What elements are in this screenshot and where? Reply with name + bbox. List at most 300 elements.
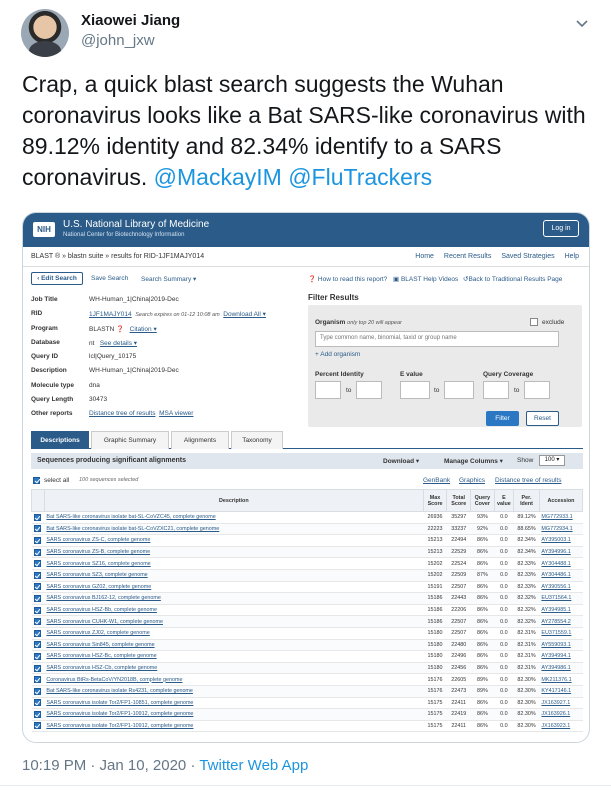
row-total-score: 35297 xyxy=(447,512,471,524)
avatar[interactable] xyxy=(21,9,69,57)
row-max-score: 15180 xyxy=(423,639,447,651)
col-checkbox xyxy=(32,490,45,512)
meta-row-length xyxy=(31,393,306,407)
row-total-score: 22206 xyxy=(447,604,471,616)
row-per-ident: 82.30% xyxy=(514,685,540,697)
meta-val: WH-Human_1|China|2019-Dec xyxy=(89,367,179,375)
table-row xyxy=(32,593,583,605)
row-evalue: 0.0 xyxy=(494,709,513,721)
sequences-title: Sequences producing significant alignments xyxy=(37,457,186,464)
row-checkbox[interactable] xyxy=(34,688,41,695)
row-evalue: 0.0 xyxy=(494,581,513,593)
row-total-score: 22411 xyxy=(447,720,471,732)
meta-val: WH-Human_1|China|2019-Dec xyxy=(89,296,179,303)
row-checkbox-cell xyxy=(32,593,45,605)
genbank-link[interactable]: GenBank xyxy=(423,477,451,484)
row-per-ident: 82.32% xyxy=(514,593,540,605)
query-coverage-label: Query Coverage xyxy=(483,371,534,378)
row-checkbox-cell xyxy=(32,639,45,651)
reset-button[interactable]: Reset xyxy=(526,411,559,426)
row-query-cover: 86% xyxy=(471,593,495,605)
table-row xyxy=(32,709,583,721)
nlm-title: U.S. National Library of Medicine xyxy=(63,219,210,230)
row-total-score: 22411 xyxy=(447,697,471,709)
row-query-cover: 86% xyxy=(471,720,495,732)
table-row xyxy=(32,674,583,686)
sequences-header xyxy=(31,453,583,469)
row-accession[interactable]: MK211376.1 xyxy=(539,674,582,686)
row-per-ident: 89.12% xyxy=(514,512,540,524)
filter-panel xyxy=(308,293,582,422)
meta-val xyxy=(89,410,193,417)
download-dropdown[interactable]: Download ▾ xyxy=(383,458,420,465)
row-total-score: 22507 xyxy=(447,627,471,639)
row-max-score: 15186 xyxy=(423,616,447,628)
row-accession[interactable]: KY417146.1 xyxy=(539,685,582,697)
database-value: nt xyxy=(89,339,95,347)
row-description[interactable]: SARS coronavirus isolate Tor2/FP1-10912, complete genome xyxy=(44,709,423,721)
table-row xyxy=(32,685,583,697)
row-checkbox-cell xyxy=(32,523,45,535)
meta-row-query-id xyxy=(31,350,306,364)
to-label: to xyxy=(434,387,440,394)
table-row xyxy=(32,627,583,639)
row-max-score: 15202 xyxy=(423,558,447,570)
program-value: BLASTN xyxy=(89,325,115,333)
row-query-cover: 86% xyxy=(471,651,495,663)
expiry-note: Search expires on 01-12 10:08 am xyxy=(135,312,220,319)
meta-key: Query Length xyxy=(31,396,74,404)
row-accession[interactable]: AY394985.1 xyxy=(539,604,582,616)
row-query-cover: 86% xyxy=(471,558,495,570)
row-accession[interactable]: AY394986.1 xyxy=(539,662,582,674)
help-videos-link[interactable] xyxy=(393,275,458,283)
qc-min-input[interactable] xyxy=(483,381,509,399)
row-accession[interactable]: AY278554.2 xyxy=(539,616,582,628)
table-row xyxy=(32,569,583,581)
row-max-score: 15176 xyxy=(423,674,447,686)
show-label: Show xyxy=(517,457,534,464)
row-description[interactable]: SARS coronavirus GZ02, complete genome xyxy=(44,581,423,593)
divider xyxy=(0,785,611,786)
meta-row-molecule xyxy=(31,379,306,393)
rid-link[interactable]: 1JF1MAJY014 xyxy=(89,311,132,319)
meta-key: RID xyxy=(31,310,43,318)
table-row xyxy=(32,512,583,524)
row-per-ident: 82.30% xyxy=(514,697,540,709)
filter-button[interactable]: Filter xyxy=(486,411,519,426)
row-accession[interactable]: AY304488.1 xyxy=(539,558,582,570)
row-max-score: 26936 xyxy=(423,512,447,524)
row-total-score: 22473 xyxy=(447,685,471,697)
ncbi-header xyxy=(23,213,589,247)
row-checkbox-cell xyxy=(32,581,45,593)
row-accession[interactable]: EU371559.1 xyxy=(539,627,582,639)
row-checkbox-cell xyxy=(32,535,45,547)
row-checkbox[interactable] xyxy=(34,722,41,729)
row-per-ident: 82.31% xyxy=(514,662,540,674)
help-link[interactable]: Help xyxy=(564,253,579,260)
row-checkbox[interactable] xyxy=(34,595,41,602)
results-tabs xyxy=(31,431,583,449)
col-description[interactable]: Description xyxy=(44,490,423,512)
mention-mackayim[interactable]: @MackayIM xyxy=(153,164,282,190)
meta-val xyxy=(89,325,157,333)
saved-strategies-link[interactable]: Saved Strategies xyxy=(501,253,555,260)
row-description[interactable]: SARS coronavirus isolate Tor2/FP1-10912, complete genome xyxy=(44,720,423,732)
meta-key: Other reports xyxy=(31,410,73,418)
row-checkbox[interactable] xyxy=(34,537,41,544)
tab-graphic-summary[interactable]: Graphic Summary xyxy=(91,431,169,449)
meta-key: Molecule type xyxy=(31,381,74,389)
pi-min-input[interactable] xyxy=(315,381,341,399)
distance-tree-link[interactable]: Distance tree of results xyxy=(89,410,156,418)
author-name[interactable]: Xiaowei Jiang xyxy=(81,12,181,29)
meta-row-rid xyxy=(31,307,306,321)
row-query-cover: 86% xyxy=(471,639,495,651)
meta-key: Job Title xyxy=(31,296,58,303)
row-description[interactable]: SARS coronavirus ZS-B, complete genome xyxy=(44,546,423,558)
filter-title: Filter Results xyxy=(308,293,359,302)
download-all-link[interactable]: Download All ▾ xyxy=(223,311,266,319)
row-max-score: 22223 xyxy=(423,523,447,535)
row-max-score: 15175 xyxy=(423,697,447,709)
table-row xyxy=(32,662,583,674)
row-accession[interactable]: JX163923.1 xyxy=(539,720,582,732)
row-evalue: 0.0 xyxy=(494,512,513,524)
row-query-cover: 92% xyxy=(471,523,495,535)
row-total-score: 22529 xyxy=(447,546,471,558)
row-per-ident: 82.31% xyxy=(514,651,540,663)
row-total-score: 22507 xyxy=(447,581,471,593)
col-query-cover[interactable]: Query Cover xyxy=(471,490,495,512)
row-max-score: 15175 xyxy=(423,709,447,721)
row-checkbox[interactable] xyxy=(34,618,41,625)
how-to-read-link[interactable] xyxy=(308,275,387,283)
row-description[interactable]: Coronavirus BtRs-BetaCoV/YN2018B, complete genome xyxy=(44,674,423,686)
row-description[interactable]: SARS coronavirus HSZ-Bb, complete genome xyxy=(44,604,423,616)
row-accession[interactable]: AY394996.1 xyxy=(539,546,582,558)
traditional-results-link[interactable] xyxy=(463,275,562,283)
row-max-score: 15191 xyxy=(423,581,447,593)
row-per-ident: 88.65% xyxy=(514,523,540,535)
row-checkbox[interactable] xyxy=(34,572,41,579)
meta-val xyxy=(89,310,266,318)
row-accession[interactable]: MG772933.1 xyxy=(539,512,582,524)
tab-taxonomy[interactable]: Taxonomy xyxy=(231,431,283,449)
row-accession[interactable]: AY395003.1 xyxy=(539,535,582,547)
row-total-score: 22443 xyxy=(447,593,471,605)
row-checkbox[interactable] xyxy=(34,641,41,648)
row-evalue: 0.0 xyxy=(494,569,513,581)
row-max-score: 15186 xyxy=(423,593,447,605)
tab-descriptions[interactable]: Descriptions xyxy=(31,431,89,449)
row-description[interactable]: Bat SARS-like coronavirus isolate bat-SL-CoVZC45, complete genome xyxy=(44,512,423,524)
row-per-ident: 82.33% xyxy=(514,558,540,570)
meta-val: lcl|Query_10175 xyxy=(89,353,137,361)
row-query-cover: 89% xyxy=(471,685,495,697)
row-max-score: 15213 xyxy=(423,535,447,547)
row-checkbox-cell xyxy=(32,546,45,558)
to-label: to xyxy=(514,387,520,394)
meta-val: 30473 xyxy=(89,396,108,404)
row-total-score: 22524 xyxy=(447,558,471,570)
home-link[interactable]: Home xyxy=(415,253,434,260)
job-meta xyxy=(31,293,306,422)
row-per-ident: 82.32% xyxy=(514,604,540,616)
row-per-ident: 82.30% xyxy=(514,720,540,732)
row-max-score: 15180 xyxy=(423,627,447,639)
row-per-ident: 82.34% xyxy=(514,535,540,547)
table-row xyxy=(32,720,583,732)
row-max-score: 15213 xyxy=(423,546,447,558)
row-checkbox[interactable] xyxy=(34,560,41,567)
save-search-link[interactable]: Save Search xyxy=(91,275,129,282)
pi-max-input[interactable] xyxy=(356,381,382,399)
meta-val: dna xyxy=(89,381,100,389)
row-total-score: 22480 xyxy=(447,639,471,651)
exclude-checkbox[interactable] xyxy=(530,318,538,326)
breadcrumb: BLAST ® » blastn suite » results for RID-1JF1MAJY014 xyxy=(31,253,205,260)
select-all-label: select all xyxy=(44,477,70,484)
table-row xyxy=(32,604,583,616)
meta-key: Query ID xyxy=(31,353,59,361)
row-checkbox-cell xyxy=(32,685,45,697)
row-checkbox[interactable] xyxy=(34,630,41,637)
help-videos-label: BLAST Help Videos xyxy=(400,276,459,283)
row-query-cover: 86% xyxy=(471,581,495,593)
meta-key: Database xyxy=(31,338,60,346)
distance-tree-link[interactable]: Distance tree of results xyxy=(495,477,562,484)
tab-alignments[interactable]: Alignments xyxy=(171,431,229,449)
row-evalue: 0.0 xyxy=(494,593,513,605)
row-accession[interactable]: EU371564.1 xyxy=(539,593,582,605)
row-checkbox[interactable] xyxy=(34,514,41,521)
chevron-down-icon[interactable] xyxy=(573,14,591,32)
row-checkbox-cell xyxy=(32,697,45,709)
table-row xyxy=(32,651,583,663)
row-total-score: 22509 xyxy=(447,569,471,581)
row-checkbox-cell xyxy=(32,662,45,674)
row-total-score: 22605 xyxy=(447,674,471,686)
table-row xyxy=(32,546,583,558)
results-table xyxy=(31,489,583,732)
organism-input[interactable]: Type common name, binomial, taxid or group name xyxy=(315,331,559,347)
row-checkbox-cell xyxy=(32,569,45,581)
how-to-read-label: How to read this report? xyxy=(317,276,388,283)
row-evalue: 0.0 xyxy=(494,639,513,651)
row-evalue: 0.0 xyxy=(494,697,513,709)
see-details-link[interactable]: See details ▾ xyxy=(99,339,138,347)
table-row xyxy=(32,535,583,547)
row-query-cover: 86% xyxy=(471,697,495,709)
video-icon: ▣ xyxy=(393,276,400,283)
timestamp-text[interactable]: 10:19 PM · Jan 10, 2020 · xyxy=(22,757,200,774)
row-description[interactable]: SARS coronavirus SZ3, complete genome xyxy=(44,569,423,581)
meta-row-reports xyxy=(31,407,306,421)
row-query-cover: 87% xyxy=(471,569,495,581)
row-query-cover: 86% xyxy=(471,604,495,616)
row-description[interactable]: SARS coronavirus CUHK-W1, complete genome xyxy=(44,616,423,628)
row-max-score: 15180 xyxy=(423,662,447,674)
row-checkbox[interactable] xyxy=(34,699,41,706)
col-per-ident[interactable]: Per. Ident xyxy=(514,490,540,512)
row-checkbox-cell xyxy=(32,604,45,616)
table-row xyxy=(32,558,583,570)
help-icon: ❓ xyxy=(308,276,317,283)
row-max-score: 15202 xyxy=(423,569,447,581)
organism-note: only top 20 will appear xyxy=(347,320,402,326)
row-per-ident: 82.33% xyxy=(514,569,540,581)
row-checkbox-cell xyxy=(32,674,45,686)
selected-count: 100 sequences selected xyxy=(79,477,139,483)
row-total-score: 33237 xyxy=(447,523,471,535)
meta-key: Program xyxy=(31,324,58,332)
row-accession[interactable]: AY390556.1 xyxy=(539,581,582,593)
row-checkbox-cell xyxy=(32,616,45,628)
row-evalue: 0.0 xyxy=(494,627,513,639)
row-evalue: 0.0 xyxy=(494,546,513,558)
row-description[interactable]: SARS coronavirus HSZ-Bc, complete genome xyxy=(44,651,423,663)
manage-columns-dropdown[interactable]: Manage Columns ▾ xyxy=(444,458,503,465)
row-total-score: 22456 xyxy=(447,662,471,674)
row-description[interactable]: SARS coronavirus Sin845, complete genome xyxy=(44,639,423,651)
citation-link[interactable]: Citation ▾ xyxy=(129,325,157,333)
author-handle[interactable]: @john_jxw xyxy=(81,32,155,49)
source-app-link[interactable]: Twitter Web App xyxy=(199,757,309,774)
traditional-results-label: Back to Traditional Results Page xyxy=(468,276,563,283)
ncbi-subtitle: National Center for Biotechnology Information xyxy=(63,232,185,238)
meta-key: Description xyxy=(31,367,67,375)
graphics-link[interactable]: Graphics xyxy=(459,477,486,484)
table-row xyxy=(32,523,583,535)
evalue-label: E value xyxy=(400,371,423,378)
row-checkbox[interactable] xyxy=(34,665,41,672)
row-checkbox[interactable] xyxy=(34,607,41,614)
row-evalue: 0.0 xyxy=(494,674,513,686)
row-checkbox-cell xyxy=(32,720,45,732)
row-accession[interactable]: AY394994.1 xyxy=(539,651,582,663)
top-links xyxy=(407,253,579,260)
filter-box xyxy=(308,305,582,427)
meta-row-program xyxy=(31,322,306,336)
table-row xyxy=(32,697,583,709)
row-evalue: 0.0 xyxy=(494,535,513,547)
row-description[interactable]: SARS coronavirus HSZ-Cb, complete genome xyxy=(44,662,423,674)
col-total-score[interactable]: Total Score xyxy=(447,490,471,512)
evalue-min-input[interactable] xyxy=(400,381,430,399)
login-button[interactable]: Log in xyxy=(543,220,579,237)
row-checkbox-cell xyxy=(32,512,45,524)
col-accession[interactable]: Accession xyxy=(539,490,582,512)
row-accession[interactable]: AY559093.1 xyxy=(539,639,582,651)
row-description[interactable]: SARS coronavirus ZJ02, complete genome xyxy=(44,627,423,639)
row-query-cover: 86% xyxy=(471,709,495,721)
row-accession[interactable]: JX163927.1 xyxy=(539,697,582,709)
to-label: to xyxy=(346,387,352,394)
row-evalue: 0.0 xyxy=(494,523,513,535)
row-checkbox[interactable] xyxy=(34,653,41,660)
row-total-score: 22494 xyxy=(447,535,471,547)
row-description[interactable]: SARS coronavirus isolate Tor2/FP1-10851, complete genome xyxy=(44,697,423,709)
attached-image[interactable] xyxy=(22,212,590,743)
col-max-score[interactable]: Max Score xyxy=(423,490,447,512)
meta-row-job-title xyxy=(31,293,306,307)
search-summary-link[interactable]: Search Summary ▾ xyxy=(141,276,197,283)
row-description[interactable]: SARS coronavirus SZ16, complete genome xyxy=(44,558,423,570)
row-query-cover: 86% xyxy=(471,662,495,674)
row-max-score: 15175 xyxy=(423,720,447,732)
back-icon: ↺ xyxy=(463,276,469,283)
row-query-cover: 86% xyxy=(471,616,495,628)
row-max-score: 15186 xyxy=(423,604,447,616)
row-checkbox-cell xyxy=(32,651,45,663)
row-evalue: 0.0 xyxy=(494,616,513,628)
tweet-text xyxy=(22,69,597,193)
row-description[interactable]: Bat SARS-like coronavirus isolate Rs4231, complete genome xyxy=(44,685,423,697)
recent-results-link[interactable]: Recent Results xyxy=(443,253,492,260)
row-checkbox-cell xyxy=(32,558,45,570)
row-query-cover: 89% xyxy=(471,674,495,686)
col-evalue[interactable]: E value xyxy=(494,490,513,512)
row-description[interactable]: Bat SARS-like coronavirus isolate bat-SL-CoVZXC21, complete genome xyxy=(44,523,423,535)
row-checkbox[interactable] xyxy=(34,711,41,718)
mention-flutrackers[interactable]: @FluTrackers xyxy=(288,164,433,190)
row-accession[interactable]: JX163926.1 xyxy=(539,709,582,721)
table-row xyxy=(32,581,583,593)
row-query-cover: 86% xyxy=(471,546,495,558)
qc-max-input[interactable] xyxy=(524,381,550,399)
add-organism-link[interactable]: + Add organism xyxy=(315,351,361,358)
row-accession[interactable]: MG772934.1 xyxy=(539,523,582,535)
msa-viewer-link[interactable]: MSA viewer xyxy=(159,410,194,418)
show-count-select[interactable]: 100 ▾ xyxy=(539,455,565,466)
row-checkbox[interactable] xyxy=(34,676,41,683)
tweet-timestamp xyxy=(22,757,308,774)
help-icon[interactable]: ❓ xyxy=(116,325,125,333)
row-checkbox-cell xyxy=(32,709,45,721)
organism-label-text: Organism xyxy=(315,319,346,326)
meta-row-description xyxy=(31,364,306,378)
row-query-cover: 86% xyxy=(471,627,495,639)
row-per-ident: 82.34% xyxy=(514,546,540,558)
evalue-max-input[interactable] xyxy=(444,381,474,399)
nih-logo: NIH xyxy=(33,222,55,237)
row-evalue: 0.0 xyxy=(494,720,513,732)
row-description[interactable]: SARS coronavirus BJ162-12, complete genome xyxy=(44,593,423,605)
select-all-checkbox[interactable] xyxy=(33,477,40,484)
row-evalue: 0.0 xyxy=(494,662,513,674)
row-checkbox[interactable] xyxy=(34,549,41,556)
row-checkbox[interactable] xyxy=(34,583,41,590)
row-total-score: 22496 xyxy=(447,651,471,663)
row-per-ident: 82.30% xyxy=(514,674,540,686)
row-checkbox[interactable] xyxy=(34,525,41,532)
row-accession[interactable]: AY304486.1 xyxy=(539,569,582,581)
table-body xyxy=(32,512,583,732)
row-per-ident: 82.31% xyxy=(514,627,540,639)
table-row xyxy=(32,639,583,651)
table-header-row xyxy=(32,490,583,512)
exclude-label: exclude xyxy=(542,319,565,326)
row-per-ident: 82.30% xyxy=(514,709,540,721)
edit-search-button[interactable]: ‹ Edit Search xyxy=(31,272,83,285)
row-description[interactable]: SARS coronavirus ZS-C, complete genome xyxy=(44,535,423,547)
row-query-cover: 93% xyxy=(471,512,495,524)
row-evalue: 0.0 xyxy=(494,651,513,663)
row-evalue: 0.0 xyxy=(494,604,513,616)
breadcrumb-bar xyxy=(23,247,589,267)
